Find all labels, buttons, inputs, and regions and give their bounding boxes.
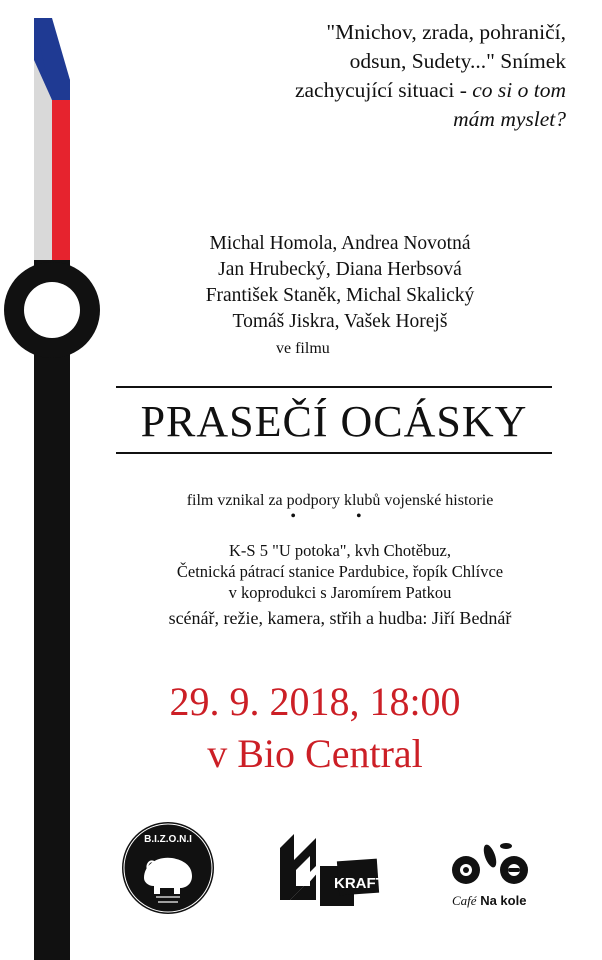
cast-line: Jan Hrubecký, Diana Herbsová [218,259,462,280]
kraft-logo [276,830,386,912]
support-line: film vznikal za podpory klubů vojenské historie [186,492,494,509]
cafe-label-na-kole: Na kole [480,893,527,908]
quote-line-3-plain: zachycující situaci - [294,78,473,102]
bicycle-icon [452,843,528,884]
intro-quote [206,18,566,134]
ve-filmu-label: ve filmu [276,340,330,357]
quote-line-2: odsun, Sudety..." Snímek [349,49,566,73]
cast-list [150,231,530,335]
kraft-logo-text: KRAFT [334,875,385,892]
bizoni-logo-text: B.I.Z.O.N.I [144,834,192,845]
quote-line-3-italic: co si o tom [472,78,566,102]
cast-line: Tomáš Jiskra, Vašek Horejš [232,311,448,332]
quote-line-4: mám myslet? [453,107,566,131]
separator-dots: • • [290,508,390,525]
cast-line: František Staněk, Michal Skalický [205,285,475,306]
cafe-logo-label [452,893,526,909]
event-date: 29. 9. 2018, 18:00 [169,679,461,724]
history-clubs [150,540,530,603]
film-title: PRASEČÍ OCÁSKY [140,397,528,446]
cafe-na-kole-logo [448,836,538,892]
club-line: Četnická pátrací stanice Pardubice, řopík Chlívce [176,562,504,581]
cafe-label-cafe: Café [452,893,477,908]
event-venue: v Bio Central [207,731,423,776]
title-rule-top [116,386,552,388]
club-line: K-S 5 "U potoka", kvh Chotěbuz, [229,541,451,560]
crew-credit: scénář, režie, kamera, střih a hudba: Jiří Bednář [168,608,512,628]
quote-line-3 [206,76,566,105]
club-line: v koprodukci s Jaromírem Patkou [228,583,452,602]
flag-stripe-graphic [0,0,140,960]
title-rule-bottom [116,452,552,454]
cast-line: Michal Homola, Andrea Novotná [209,233,471,254]
bizoni-logo [120,820,216,916]
quote-line-1: "Mnichov, zrada, pohraničí, [326,20,566,44]
